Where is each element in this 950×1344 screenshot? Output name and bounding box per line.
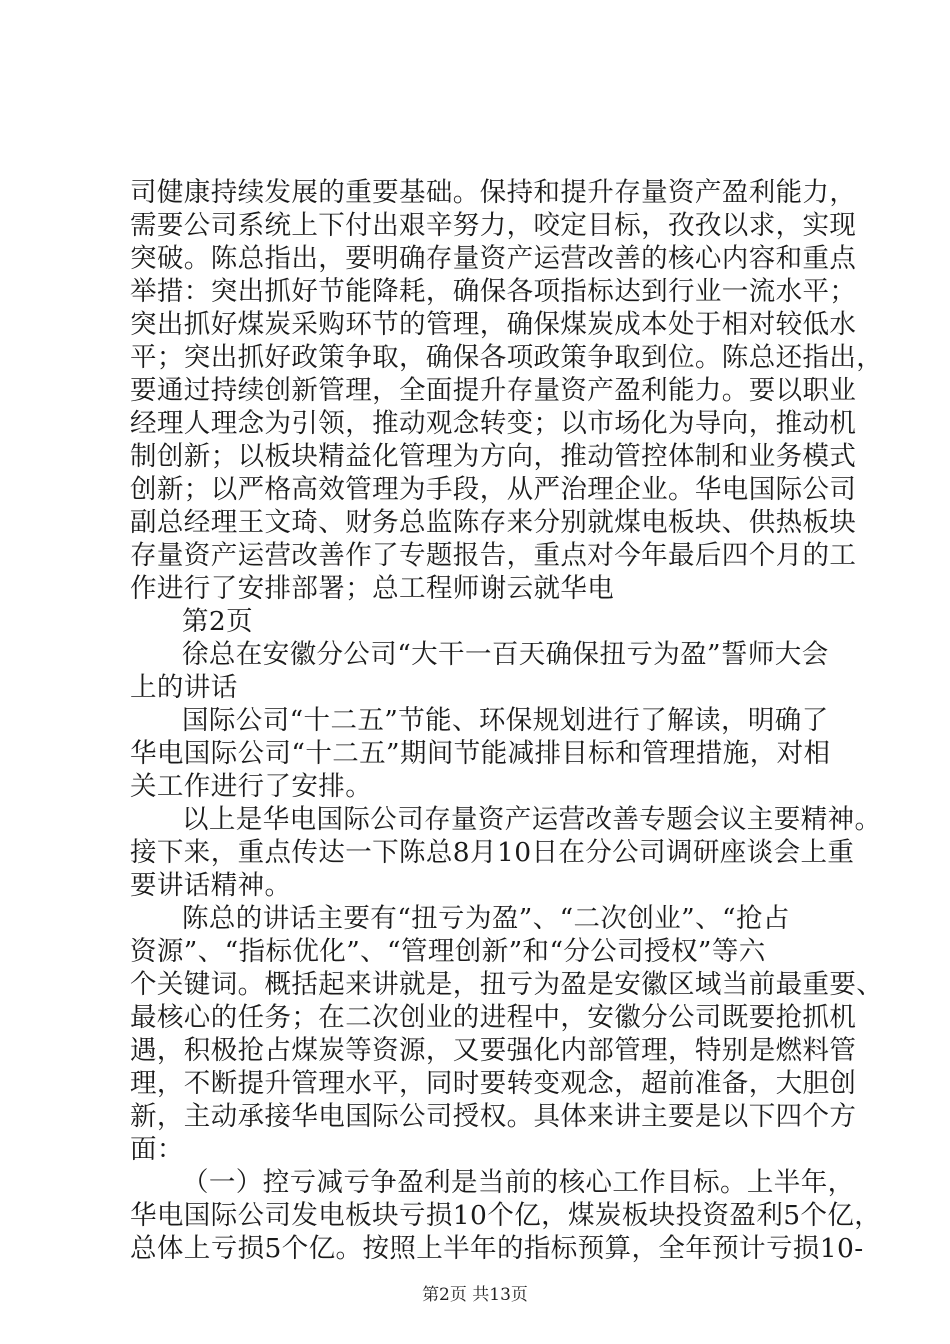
page-marker: 第2页 bbox=[182, 606, 254, 637]
text-line: 要讲话精神。 bbox=[130, 870, 292, 901]
text-line: 新，主动承接华电国际公司授权。具体来讲主要是以下四个方 bbox=[130, 1101, 857, 1132]
text-line: 创新；以严格高效管理为手段，从严治理企业。华电国际公司 bbox=[130, 474, 857, 505]
text-line: 制创新；以板块精益化管理为方向，推动管控体制和业务模式 bbox=[130, 441, 857, 472]
text-line: 突出抓好煤炭采购环节的管理，确保煤炭成本处于相对较低水 bbox=[130, 309, 857, 340]
text-line: 需要公司系统上下付出艰辛努力，咬定目标，孜孜以求，实现 bbox=[130, 210, 857, 241]
text-line: 平；突出抓好政策争取，确保各项政策争取到位。陈总还指出， bbox=[130, 342, 884, 373]
text-line: 面： bbox=[130, 1134, 184, 1165]
text-line: 作进行了安排部署；总工程师谢云就华电 bbox=[130, 573, 615, 604]
section-heading: （一）控亏减亏争盈利是当前的核心工作目标。上半年， bbox=[182, 1167, 855, 1198]
text-line: 要通过持续创新管理，全面提升存量资产盈利能力。要以职业 bbox=[130, 375, 857, 406]
text-line: 华电国际公司发电板块亏损10个亿，煤炭板块投资盈利5个亿， bbox=[130, 1200, 882, 1231]
text-line: 上的讲话 bbox=[130, 672, 238, 703]
text-line: 以上是华电国际公司存量资产运营改善专题会议主要精神。 bbox=[182, 804, 882, 835]
text-line: 副总经理王文琦、财务总监陈存来分别就煤电板块、供热板块 bbox=[130, 507, 857, 538]
text-line: 陈总的讲话主要有“扭亏为盈”、“二次创业”、“抢占 bbox=[182, 903, 790, 934]
text-line: 遇，积极抢占煤炭等资源，又要强化内部管理，特别是燃料管 bbox=[130, 1035, 857, 1066]
text-line: 总体上亏损5个亿。按照上半年的指标预算，全年预计亏损10- bbox=[130, 1233, 864, 1264]
text-line: 关工作进行了安排。 bbox=[130, 771, 373, 802]
text-line: 个关键词。概括起来讲就是，扭亏为盈是安徽区域当前最重要、 bbox=[130, 969, 884, 1000]
page-footer: 第2页 共13页 bbox=[422, 1285, 528, 1305]
text-line: 举措：突出抓好节能降耗，确保各项指标达到行业一流水平； bbox=[130, 276, 857, 307]
text-line: 徐总在安徽分公司“大干一百天确保扭亏为盈”誓师大会 bbox=[182, 639, 829, 670]
text-line: 存量资产运营改善作了专题报告，重点对今年最后四个月的工 bbox=[130, 540, 857, 571]
text-line: 接下来，重点传达一下陈总8月10日在分公司调研座谈会上重 bbox=[130, 837, 855, 868]
text-line: 国际公司“十二五”节能、环保规划进行了解读，明确了 bbox=[182, 705, 829, 736]
text-line: 突破。陈总指出，要明确存量资产运营改善的核心内容和重点 bbox=[130, 243, 857, 274]
text-line: 理，不断提升管理水平，同时要转变观念，超前准备，大胆创 bbox=[130, 1068, 857, 1099]
text-line: 经理人理念为引领，推动观念转变；以市场化为导向，推动机 bbox=[130, 408, 857, 439]
text-line: 司健康持续发展的重要基础。保持和提升存量资产盈利能力， bbox=[130, 177, 857, 208]
text-line: 最核心的任务；在二次创业的进程中，安徽分公司既要抢抓机 bbox=[130, 1002, 857, 1033]
text-line: 资源”、“指标优化”、“管理创新”和“分公司授权”等六 bbox=[130, 936, 766, 967]
text-line: 华电国际公司“十二五”期间节能减排目标和管理措施，对相 bbox=[130, 738, 831, 769]
